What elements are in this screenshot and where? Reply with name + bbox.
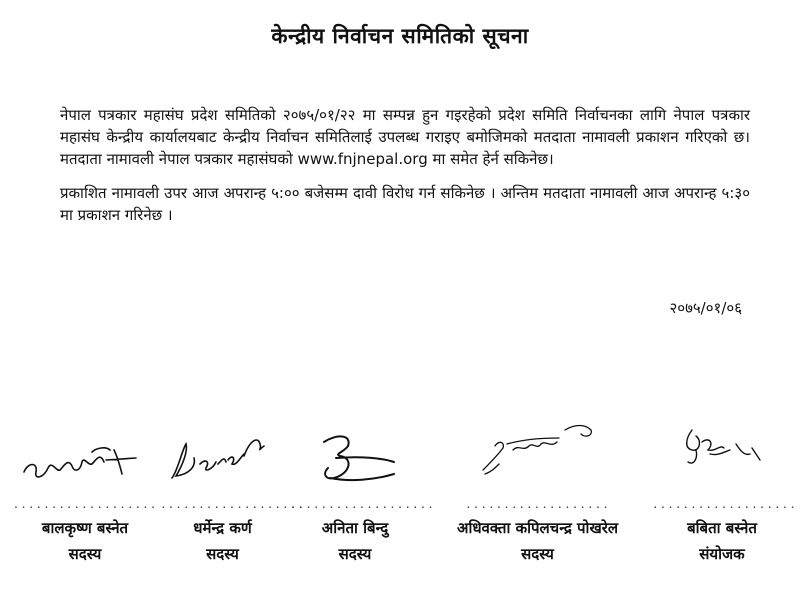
signatory-role: सदस्य	[521, 545, 554, 563]
notice-paragraph-1: नेपाल पत्रकार महासंघ प्रदेश समितिको २०७५/०१/२२ मा सम्पन्न हुन गइरहेको प्रदेश समिति निर्वाचनका लागि नेपाल पत्रकार महासंघ केन्द्रीय कार्यालयबाट केन्द्रीय निर्वाचन समितिलाई उपलब्ध गराइए बमोजिमको मतदाता नामावली प्रकाशन गरिएको छ। मतदाता नामावली नेपाल पत्रकार महासंघको www.fnjnepal.org मा समेत हेर्न सकिनेछ।	[60, 106, 750, 168]
signatory-2	[160, 400, 305, 600]
signature-line-dots: ...................	[465, 498, 610, 511]
signatures-section	[0, 400, 800, 600]
signatory-role: सदस्य	[206, 545, 239, 563]
notice-paragraph-2: प्रकाशित नामावली उपर आज अपरान्ह ५:०० बजेसम्म दावी विरोध गर्न सकिनेछ । अन्तिम मतदाता नामावली आज अपरान्ह ५:३० मा प्रकाशन गरिनेछ ।	[60, 184, 750, 224]
signatory-name: अनिता बिन्दु	[321, 519, 389, 537]
notice-body	[60, 104, 750, 238]
signatory-name: बालकृष्ण बस्नेत	[41, 519, 129, 537]
signatory-role: सदस्य	[68, 545, 102, 563]
handwritten-signature-1	[10, 400, 160, 495]
handwritten-signature-3	[290, 400, 420, 495]
signatory-5	[652, 400, 797, 600]
signatory-name: बबिता बस्नेत	[687, 519, 757, 537]
notice-date: २०७५/०१/०६	[669, 299, 742, 317]
signatory-4	[425, 400, 650, 600]
signatory-3	[290, 400, 435, 600]
signatory-1	[10, 400, 160, 600]
notice-title: केन्द्रीय निर्वाचन समितिको सूचना	[271, 24, 529, 48]
signatory-name: धर्मेन्द्र कर्ण	[193, 519, 252, 537]
signatory-name: अधिवक्ता कपिलचन्द्र पोखरेल	[456, 519, 619, 537]
handwritten-signature-5	[652, 400, 792, 495]
signature-line-dots: ...................	[12, 498, 158, 511]
handwritten-signature-4	[425, 400, 650, 495]
signature-line-dots: ...................	[290, 498, 435, 511]
signatory-role: संयोजक	[699, 545, 745, 563]
signature-line-dots: ...................	[160, 498, 305, 511]
signatory-role: सदस्य	[338, 545, 372, 563]
signature-line-dots: ...................	[652, 498, 797, 511]
handwritten-signature-2	[160, 400, 285, 495]
